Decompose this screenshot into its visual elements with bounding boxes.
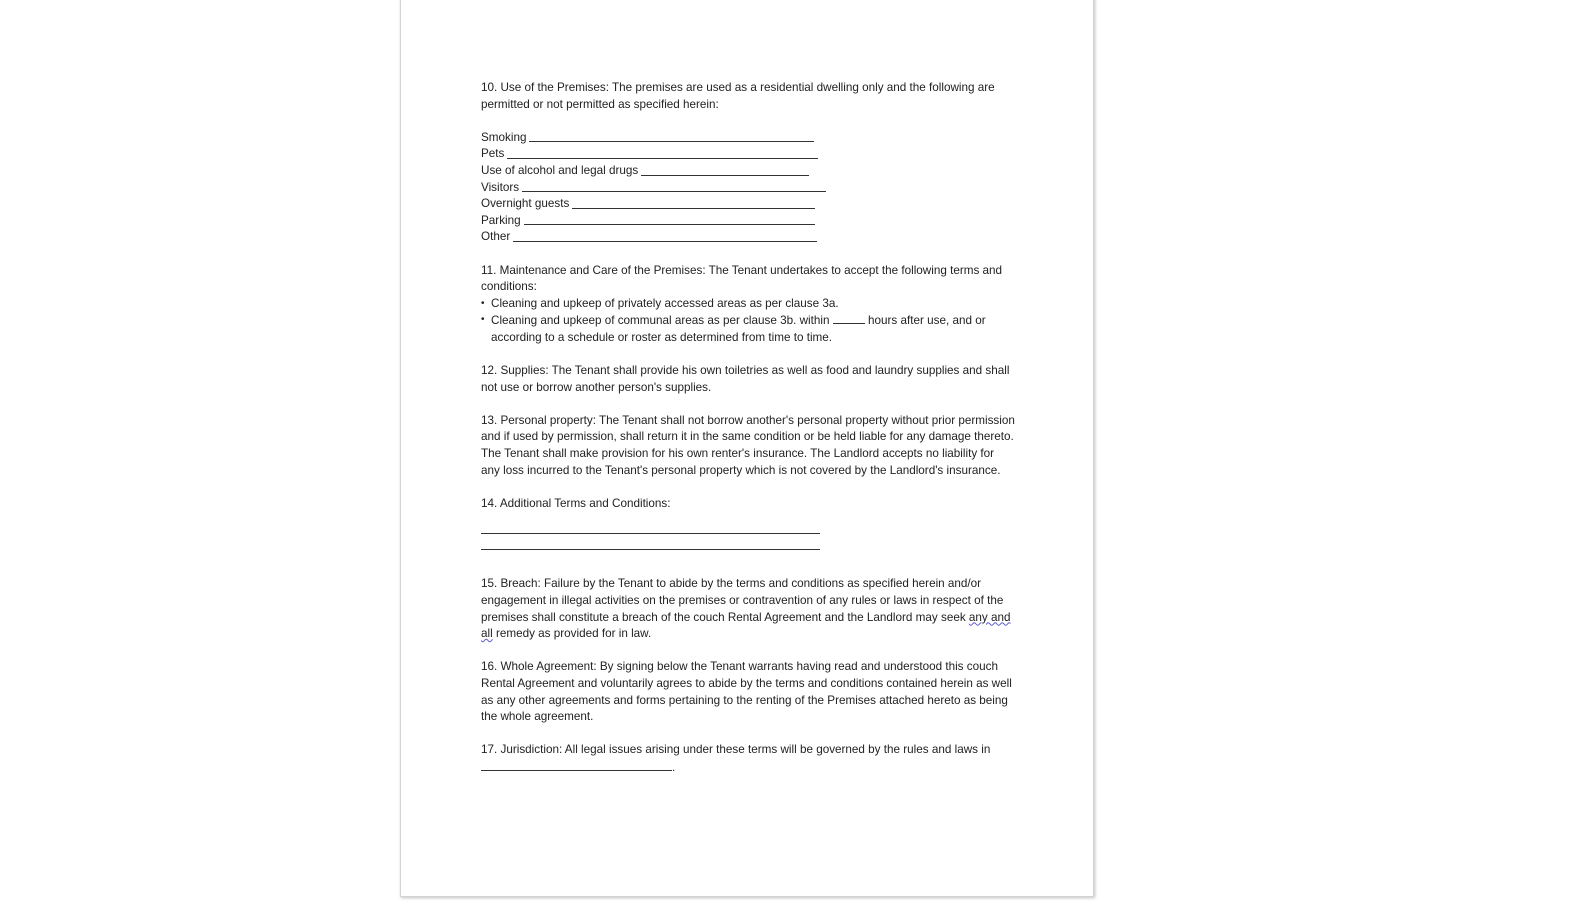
fill-in-blank[interactable]	[513, 230, 817, 242]
permission-item-smoking	[481, 130, 1016, 147]
bullet-item	[481, 296, 1016, 313]
bullet-text-after: hours after use, and or according to a schedule or roster as determined from time to time.	[491, 314, 986, 344]
section-12-text: 12. Supplies: The Tenant shall provide his own toiletries as well as food and laundry supplies and shall not use or borrow another person's supplies.	[481, 364, 1010, 394]
permission-item-alcohol	[481, 163, 1016, 180]
permission-label: Use of alcohol and legal drugs	[481, 163, 639, 177]
document-page	[400, 0, 1094, 897]
fill-in-blank[interactable]	[507, 147, 818, 159]
fill-in-blank[interactable]	[524, 213, 815, 225]
permission-item-visitors	[481, 180, 1016, 197]
permission-item-other	[481, 229, 1016, 246]
permission-item-overnight-guests	[481, 196, 1016, 213]
section-17-text	[481, 742, 1016, 776]
section-14-text: 14. Additional Terms and Conditions:	[481, 496, 671, 510]
fill-in-line[interactable]	[481, 534, 820, 550]
section-15-text	[481, 576, 1016, 642]
fill-in-blank[interactable]	[572, 197, 815, 209]
permission-item-pets	[481, 146, 1016, 163]
permission-label: Visitors	[481, 180, 520, 194]
bullet-icon: •	[481, 297, 485, 309]
fill-in-blank[interactable]	[529, 130, 814, 142]
bullet-text-before: Cleaning and upkeep of communal areas as per clause 3b. within	[491, 314, 830, 328]
section-11	[481, 263, 1016, 347]
section-14	[481, 496, 1016, 551]
permission-label: Parking	[481, 213, 521, 227]
section-11-text: 11. Maintenance and Care of the Premises: The Tenant undertakes to accept the following terms and conditions:	[481, 263, 1003, 294]
permission-label: Other	[481, 230, 511, 244]
section-13-text: 13. Personal property: The Tenant shall not borrow another's personal property without prior permission and if used by permission, shall return it in the same condition or be held liable for any damage thereto. The Tenant shall make provision for his own renter's insurance. The Landlord accepts no liability for any loss incurred to the Tenant's personal property which is not covered by the Landlord's insurance.	[481, 413, 1015, 477]
section-10-text: 10. Use of the Premises: The premises are used as a residential dwelling only and the following are permitted or not permitted as specified herein:	[481, 81, 995, 111]
bullet-icon: •	[481, 314, 485, 326]
permission-label: Overnight guests	[481, 197, 570, 211]
bullet-item	[481, 312, 1016, 346]
section-17-before: 17. Jurisdiction: All legal issues arising under these terms will be governed by the rules and laws in	[481, 743, 991, 757]
spellcheck-flagged-text[interactable]: any and all	[481, 610, 1011, 641]
additional-terms-lines	[481, 518, 1016, 550]
document-body[interactable]	[481, 80, 1016, 793]
section-15-before: 15. Breach: Failure by the Tenant to abide by the terms and conditions as specified herein and/or engagement in illegal activities on the premises or contravention of any rules or laws in respect of the premises shall constitute a breach of the couch Rental Agreement and the Landlord may seek	[481, 577, 1004, 624]
section-15-after: remedy as provided for in law.	[495, 627, 652, 641]
bullet-text	[491, 312, 1016, 346]
permission-item-parking	[481, 213, 1016, 230]
bullet-text: Cleaning and upkeep of privately accessed areas as per clause 3a.	[491, 296, 839, 310]
permission-list	[481, 130, 1016, 246]
fill-in-blank[interactable]	[522, 180, 826, 192]
fill-in-blank[interactable]	[641, 164, 809, 176]
permission-label: Smoking	[481, 130, 527, 144]
permission-label: Pets	[481, 147, 505, 161]
fill-in-line[interactable]	[481, 518, 820, 534]
section-16-text: 16. Whole Agreement: By signing below the Tenant warrants having read and understood this couch Rental Agreement and voluntarily agrees to abide by the terms and conditions contained herein as well as any other agreements and forms pertaining to the renting of the Premises attached hereto as being the whole agreement.	[481, 660, 1012, 724]
jurisdiction-blank[interactable]	[481, 759, 672, 771]
section-17-after: .	[672, 760, 676, 774]
hours-blank[interactable]	[833, 312, 865, 324]
